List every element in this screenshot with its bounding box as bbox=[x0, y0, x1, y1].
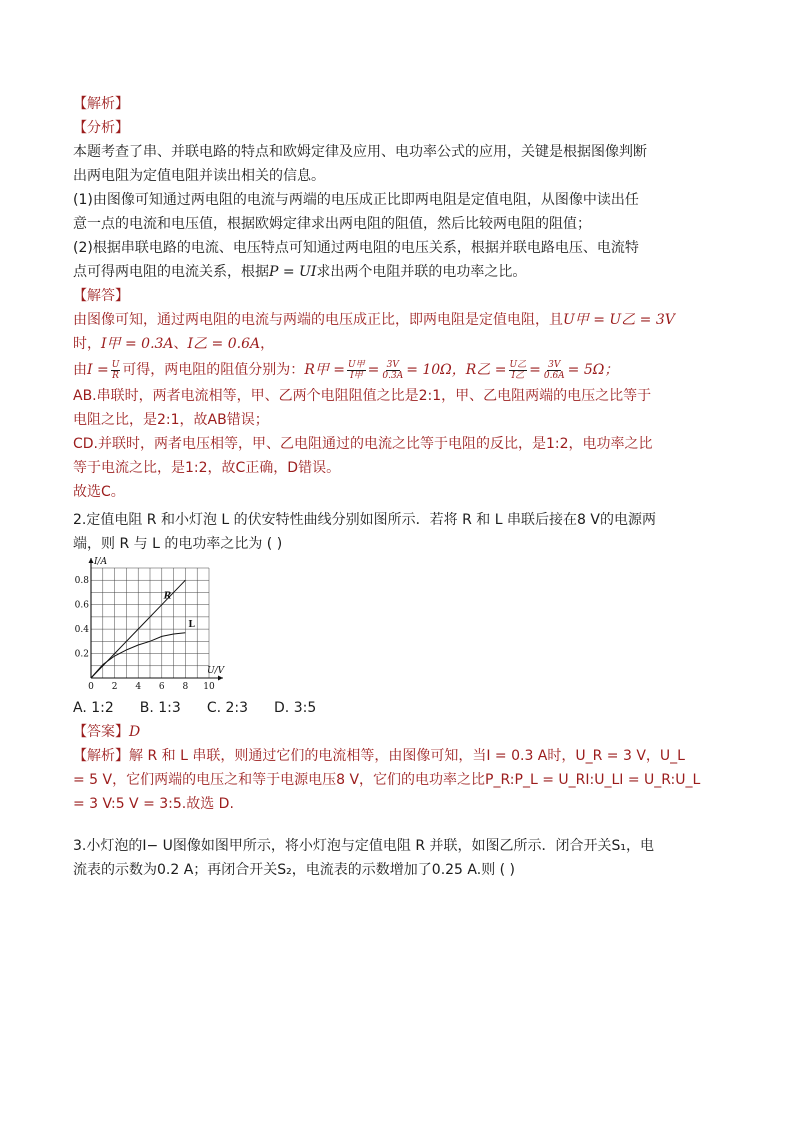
equals: = bbox=[529, 362, 541, 378]
y-axis-label: I/A bbox=[94, 557, 108, 567]
fraction-3v-over-06a bbox=[543, 360, 566, 381]
q2-explanation-line-3: = 3 V:5 V = 3:5.故选 D. bbox=[73, 796, 234, 812]
answer-line-4: AB.串联时，两者电流相等，甲、乙两个电阻阻值之比是2:1，甲、乙电阻两端的电压之比等于 bbox=[73, 388, 652, 404]
x-tick-label: 8 bbox=[182, 682, 189, 692]
q2-explanation-line-2: = 5 V，它们两端的电压之和等于电源电压8 V，它们的电功率之比P_R:P_L = U_RI:U_LI = U_R:U_L bbox=[73, 772, 701, 788]
text: 可得，两电阻的阻值分别为： bbox=[122, 362, 305, 378]
text: 求出两个电阻并联的电功率之比。 bbox=[316, 264, 527, 280]
heading-fenxi: 【分析】 bbox=[73, 120, 129, 136]
q3-stem-line-1: 3.小灯泡的I− U图像如图甲所示，将小灯泡与定值电阻 R 并联，如图乙所示．闭合开关S₁，电 bbox=[73, 838, 655, 854]
q2-explanation-line-1 bbox=[73, 744, 723, 768]
equals: = bbox=[367, 362, 380, 378]
x-axis-label: U/V bbox=[207, 666, 225, 676]
answer-line-3 bbox=[73, 356, 723, 384]
fraction-u-over-r bbox=[111, 360, 121, 381]
denominator: 0.3A bbox=[382, 370, 404, 381]
y-tick-label: 0.6 bbox=[74, 600, 89, 611]
ohm-i: I = bbox=[87, 362, 109, 378]
spacer bbox=[73, 816, 723, 834]
x-tick-label: 0 bbox=[88, 682, 94, 692]
option-d[interactable]: D. 3:5 bbox=[274, 700, 317, 716]
text: 点可得两电阻的电流关系，根据 bbox=[73, 264, 269, 280]
analysis-line-5: (2)根据串联电路的电流、电压特点可知通过两电阻的电压关系，根据并联电路电压、电流特 bbox=[73, 240, 639, 256]
option-c[interactable]: C. 2:3 bbox=[206, 700, 249, 716]
answer-label: 【答案】 bbox=[73, 724, 129, 740]
numerator: U乙 bbox=[509, 359, 527, 370]
answer-line-7: 等于电流之比，是1:2，故C正确，D错误。 bbox=[73, 460, 341, 476]
option-b[interactable]: B. 1:3 bbox=[139, 700, 181, 716]
analysis-line-4: 意一点的电流和电压值，根据欧姆定律求出两电阻的阻值，然后比较两电阻的阻值； bbox=[73, 216, 591, 232]
iv-chart bbox=[73, 556, 243, 696]
x-tick-label: 4 bbox=[135, 682, 142, 692]
heading-jieda: 【解答】 bbox=[73, 288, 129, 304]
text: 由 bbox=[73, 362, 87, 378]
document-body bbox=[73, 92, 723, 882]
current-yi: I乙 = 0.6A bbox=[187, 336, 261, 352]
x-tick-label: 6 bbox=[158, 682, 165, 692]
voltage-equation: U甲 = U乙 = 3V bbox=[563, 312, 675, 328]
y-tick-label: 0.8 bbox=[74, 576, 89, 587]
q2-options bbox=[73, 696, 723, 720]
r-jia: R甲 = bbox=[304, 362, 346, 378]
series-label-R: R bbox=[163, 591, 172, 602]
iv-chart-container bbox=[73, 556, 723, 696]
answer-line-8: 故选C。 bbox=[73, 484, 125, 500]
answer-line-6: CD.并联时，两者电压相等，甲、乙电阻通过的电流之比等于电阻的反比，是1:2，电功率之比 bbox=[73, 436, 653, 452]
numerator: U甲 bbox=[348, 359, 365, 370]
answer-line-1 bbox=[73, 308, 723, 332]
analysis-line-3: (1)由图像可知通过两电阻的电流与两端的电压成正比即两电阻是定值电阻，从图像中读出任 bbox=[73, 192, 639, 208]
numerator: 3V bbox=[386, 359, 399, 370]
answer-line-2 bbox=[73, 332, 723, 356]
x-axis-arrow bbox=[218, 676, 223, 681]
fraction-3v-over-03a bbox=[381, 360, 404, 381]
text: 由图像可知，通过两电阻的电流与两端的电压成正比，即两电阻是定值电阻，且 bbox=[73, 312, 563, 328]
x-tick-label: 10 bbox=[203, 682, 215, 692]
analysis-line-1: 本题考查了串、并联电路的特点和欧姆定律及应用、电功率公式的应用，关键是根据图像判断 bbox=[73, 144, 647, 160]
text: 时， bbox=[73, 336, 101, 352]
y-axis-arrow bbox=[89, 558, 94, 563]
denominator: R bbox=[112, 370, 119, 381]
text: ， bbox=[260, 336, 275, 352]
heading-jiexi: 【解析】 bbox=[73, 96, 129, 112]
numerator: U bbox=[111, 359, 120, 370]
analysis-line-6 bbox=[73, 260, 723, 284]
q3-stem-line-2: 流表的示数为0.2 A；再闭合开关S₂，电流表的示数增加了0.25 A.则 ( ) bbox=[73, 862, 516, 878]
explanation-label: 【解析】 bbox=[73, 748, 129, 764]
result-10-ohm: = 10Ω， bbox=[406, 362, 466, 378]
analysis-line-2: 出两电阻为定值电阻并读出相关的信息。 bbox=[73, 168, 325, 184]
option-a[interactable]: A. 1:2 bbox=[73, 700, 114, 716]
q2-stem-line-1: 2.定值电阻 R 和小灯泡 L 的伏安特性曲线分别如图所示．若将 R 和 L 串联后接在8 V的电源两 bbox=[73, 512, 656, 528]
fraction-u-yi-over-i-yi bbox=[509, 360, 528, 381]
q2-stem-line-2: 端，则 R 与 L 的电功率之比为 ( ) bbox=[73, 536, 283, 552]
current-jia: I甲 = 0.3A bbox=[101, 336, 174, 352]
answer-line-5: 电阻之比，是2:1，故AB错误； bbox=[73, 412, 269, 428]
fraction-u-jia-over-i-jia bbox=[347, 360, 366, 381]
denominator: I甲 bbox=[350, 370, 363, 381]
numerator: 3V bbox=[548, 359, 561, 370]
denominator: 0.6A bbox=[543, 370, 565, 381]
x-tick-label: 2 bbox=[111, 682, 118, 692]
text: 解 R 和 L 串联，则通过它们的电流相等，由图像可知，当I = 0.3 A时，U_R = 3 V，U_L bbox=[129, 748, 685, 764]
denominator: I乙 bbox=[511, 370, 525, 381]
y-tick-label: 0.4 bbox=[74, 625, 89, 636]
text: 、 bbox=[173, 336, 188, 352]
r-yi: R乙 = bbox=[465, 362, 507, 378]
answer-value: D bbox=[129, 724, 141, 740]
result-5-ohm: = 5Ω； bbox=[567, 362, 619, 378]
series-label-L: L bbox=[188, 619, 195, 630]
y-tick-label: 0.2 bbox=[74, 649, 89, 660]
power-formula: P = UI bbox=[269, 264, 317, 280]
q2-answer bbox=[73, 720, 723, 744]
